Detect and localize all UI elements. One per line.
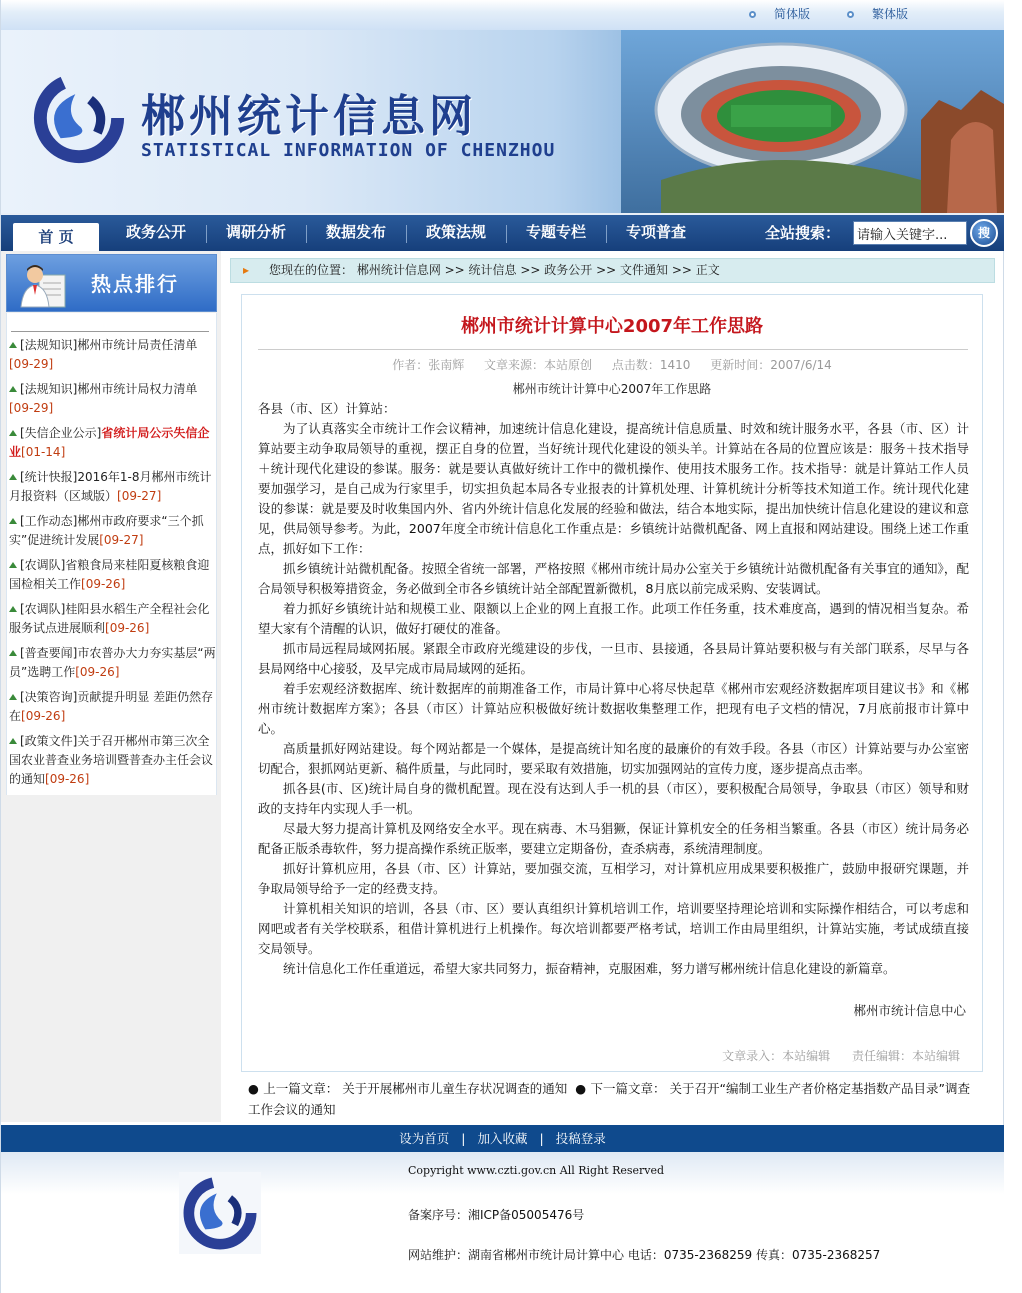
list-item-date: [01-14] <box>21 445 66 459</box>
article-paragraph: 各县（市、区）计算站： <box>258 401 396 416</box>
nav-data-release[interactable]: 数据发布 <box>325 223 386 241</box>
submit-login-link[interactable]: 投稿登录 <box>555 1131 606 1146</box>
list-item-title: [统计快报]2016年1-8月郴州市统计月报资料（区域版） <box>9 470 212 503</box>
list-item[interactable] <box>9 688 216 726</box>
main-nav <box>1 213 1004 251</box>
list-item-date: [09-26] <box>75 665 120 679</box>
bullet-icon: ● <box>575 1081 591 1096</box>
top-bar <box>1 0 1004 30</box>
article-paragraph: 为了认真落实全市统计工作会议精神，加速统计信息化建设，提高统计信息质量、时效和统计服务水平，各县（市、区）计算站要主动争取局领导的重视，摆正自身的位置，当好统计现代化建设的领头羊。计算站在各局的位置应该是：服务＋技术指导＋统计现代化建设的参谋。服务：就是要认真做好统计工作中的微机操作、使用技术服务工作。技术指导：就是计算站工作人员要加强学习，是自己成为行家里手，切实担负起本局各专业报表的计算机处理、计算机统计分析等技术知道工作。统计现代化建设的参谋：就是要及时收集国内外、省内外统计信息化发展的经验和做法，结合本地实际，提出加快统计信息化建设的建议和意见，供局领导参考。为此，2007年度全市统计信息化工作重点是：乡镇统计站微机配备、网上直报和网站建设。围绕上述工作重点，抓好如下工作： <box>258 421 969 556</box>
list-item[interactable] <box>9 556 216 594</box>
maintenance-info: 网站维护：湖南省郴州市统计局计算中心 电话：0735-2368259 传真：0735-2368257 <box>408 1248 881 1262</box>
bullet-icon: ● <box>248 1081 264 1096</box>
list-item-date: [09-26] <box>81 577 126 591</box>
article-paragraph: 抓市局远程局域网拓展。紧跟全市政府光缆建设的步伐，一旦市、县接通，各县局计算站要积极与有关部门联系，尽早与各县局网络中心接驳，及早完成市局局域网的延拓。 <box>258 641 969 676</box>
bullet-icon <box>749 11 756 18</box>
list-item-date: [09-26] <box>105 621 150 635</box>
page-margin <box>1004 0 1022 1293</box>
article-paragraph: 尽最大努力提高计算机及网络安全水平。现在病毒、木马猖獗，保证计算机安全的任务相当繁重。各县（市区）统计局务必配备正版杀毒软件，努力提高操作系统正版率，要建立定期备份，查杀病毒，系统清理制度。 <box>258 821 969 856</box>
list-item-date: [09-26] <box>45 772 90 786</box>
next-label: 下一篇文章： <box>590 1081 666 1096</box>
article-body <box>258 399 969 979</box>
nav-home[interactable]: 首 页 <box>13 223 99 251</box>
list-item-date: [09-26] <box>21 709 66 723</box>
nav-government-affairs[interactable]: 政务公开 <box>125 223 186 241</box>
nav-policy[interactable]: 政策法规 <box>425 223 486 241</box>
list-item-title: [农调队]桂阳县水稻生产全程社会化服务试点进展顺利 <box>9 602 210 635</box>
article-paragraph: 着力抓好乡镇统计站和规模工业、限额以上企业的网上直报工作。此项工作任务重，技术难度高，遇到的情况相当复杂。希望大家有个清醒的认识，做好打硬仗的准备。 <box>258 601 969 636</box>
article-paragraph: 统计信息化工作任重道远，希望大家共同努力，振奋精神，克服困难，努力谱写郴州统计信息化建设的新篇章。 <box>283 961 896 976</box>
bullet-icon <box>847 11 854 18</box>
list-item-title: [法规知识]郴州市统计局权力清单 <box>20 382 198 396</box>
list-item[interactable] <box>9 424 216 462</box>
hot-ranking-header <box>6 254 217 312</box>
triangle-bullet-icon <box>9 606 17 612</box>
article-paragraph: 计算机相关知识的培训，各县（市、区）要认真组织计算机培训工作，培训要坚持理论培训和实际操作相结合，可以考虑和网吧或者有关学校联系，租借计算机进行上机操作。每次培训都要严格考试，培训工作由局里组织，计算站实施，考试成绩直接交局领导。 <box>258 901 969 956</box>
list-item-highlight: 省统计局公示失信企业 <box>9 426 210 459</box>
triangle-bullet-icon <box>9 430 17 436</box>
list-item-title: [工作动态]郴州市政府要求“三个抓实”促进统计发展 <box>9 514 204 547</box>
search-label: 全站搜索： <box>765 224 841 242</box>
triangle-bullet-icon <box>9 562 17 568</box>
article-footer <box>704 1047 960 1064</box>
site-subtitle: STATISTICAL INFORMATION OF CHENZHOU <box>141 140 556 161</box>
article-paragraph: 抓乡镇统计站微机配备。按照全省统一部署，严格按照《郴州市统计局办公室关于乡镇统计站微机配备有关事宜的通知》，配合局领导积极筹措资金，务必做到全市各乡镇统计站全部配置新微机，8月底以前完成采购、安装调试。 <box>258 561 969 596</box>
hot-ranking-title: 热点排行 <box>91 272 179 296</box>
article-paragraph: 抓各县(市、区)统计局自身的微机配置。现在没有达到人手一机的县（市区），要积极配合局领导，争取县（市区）领导和财政的支持年内实现人手一机。 <box>258 781 969 816</box>
divider <box>258 349 968 350</box>
nav-special-topics[interactable]: 专题专栏 <box>525 223 586 241</box>
left-sidebar <box>1 251 221 1122</box>
separator: | <box>461 1131 466 1146</box>
set-homepage-link[interactable]: 设为首页 <box>399 1131 450 1146</box>
article-title: 郴州市统计计算中心2007年工作思路 <box>460 316 764 337</box>
article-author: 作者：张南辉 <box>392 358 465 372</box>
triangle-bullet-icon <box>9 518 17 524</box>
lang-traditional-label: 繁体版 <box>872 7 909 21</box>
footer-logo-icon <box>177 1172 263 1254</box>
list-item[interactable] <box>9 380 216 418</box>
stadium-image <box>621 30 1004 213</box>
person-icon <box>19 261 67 309</box>
article-paragraph: 抓好计算机应用，各县（市、区）计算站，要加强交流，互相学习，对计算机应用成果要积极推广，鼓励申报研究课题，并争取局领导给予一定的经费支持。 <box>258 861 969 896</box>
article-hits: 点击数：1410 <box>611 358 691 372</box>
site-logo-icon <box>33 72 125 164</box>
triangle-bullet-icon <box>9 342 17 348</box>
breadcrumb-text[interactable]: 您现在的位置： 郴州统计信息网 >> 统计信息 >> 政务公开 >> 文件通知 >> 正文 <box>269 263 720 277</box>
footer <box>1 1152 1004 1293</box>
breadcrumb <box>230 258 995 283</box>
list-item[interactable] <box>9 732 216 789</box>
separator: | <box>539 1131 544 1146</box>
article-subtitle: 郴州市统计计算中心2007年工作思路 <box>512 382 712 396</box>
triangle-bullet-icon <box>9 650 17 656</box>
list-item[interactable] <box>9 336 216 374</box>
list-item[interactable] <box>9 468 216 506</box>
triangle-bullet-icon <box>9 474 17 480</box>
list-item-date: [09-29] <box>9 357 54 371</box>
triangle-bullet-icon <box>9 386 17 392</box>
article-entry: 文章录入：本站编辑 <box>722 1049 831 1063</box>
prev-label: 上一篇文章： <box>263 1081 339 1096</box>
list-item-title: [失信企业公示] <box>20 426 102 440</box>
prev-article-link[interactable]: 关于开展郴州市儿童生存状况调查的通知 <box>342 1081 568 1096</box>
list-item-date: [09-27] <box>99 533 144 547</box>
article-meta <box>242 356 982 373</box>
lang-traditional-link[interactable] <box>847 5 908 22</box>
triangle-bullet-icon <box>9 738 17 744</box>
lang-simplified-link[interactable] <box>749 5 810 22</box>
search-button[interactable]: 搜 <box>970 219 998 247</box>
site-title: 郴州统计信息网 <box>141 91 477 142</box>
icp-number: 备案序号：湘ICP备05005476号 <box>408 1208 585 1222</box>
article-source: 文章来源：本站原创 <box>484 358 593 372</box>
lang-simplified-label: 简体版 <box>774 7 811 21</box>
nav-research[interactable]: 调研分析 <box>225 223 286 241</box>
article-paragraph: 着手宏观经济数据库、统计数据库的前期准备工作，市局计算中心将尽快起草《郴州市宏观经济数据库项目建议书》和《郴州市统计数据库方案》；各县（市区）计算站应积极做好统计数据收集整理工作，把现有电子文档的情况，7月底前报市计算中心。 <box>258 681 969 736</box>
list-item[interactable] <box>9 512 216 550</box>
article-date: 更新时间：2007/6/14 <box>710 358 832 372</box>
article-signature: 郴州市统计信息中心 <box>853 1003 966 1018</box>
next-article-link[interactable]: 关于召开“编制工业生产者价格定基指数产品目录”调查工作会议的通知 <box>248 1081 970 1117</box>
article-paragraph: 高质量抓好网站建设。每个网站都是一个媒体，是提高统计知名度的最廉价的有效手段。各县（市区）计算站要与办公室密切配合，狠抓网站更新、稿件质量，与此同时，要采取有效措施，切实加强网站的宣传力度，逐步提高点击率。 <box>258 741 969 776</box>
list-item[interactable] <box>9 600 216 638</box>
nav-census[interactable]: 专项普查 <box>625 223 686 241</box>
divider <box>11 331 209 332</box>
list-item-title: [普查要闻]市农普办大力夯实基层“两员”选聘工作 <box>9 646 216 679</box>
hot-ranking-list <box>6 313 217 795</box>
list-item-title: [农调队]省粮食局来桂阳夏核粮食迎国检相关工作 <box>9 558 210 591</box>
list-item-title: [法规知识]郴州市统计局责任清单 <box>20 338 198 352</box>
add-favorite-link[interactable]: 加入收藏 <box>477 1131 528 1146</box>
copyright: Copyright www.czti.gov.cn All Right Reserved <box>408 1164 665 1177</box>
list-item-date: [09-27] <box>117 489 162 503</box>
list-item-title: [政策文件]关于召开郴州市第三次全国农业普查业务培训暨普查办主任会议的通知 <box>9 734 214 786</box>
article-editor: 责任编辑：本站编辑 <box>851 1049 960 1063</box>
list-item[interactable] <box>9 644 216 682</box>
article-panel <box>241 294 983 1072</box>
search-input[interactable] <box>853 221 967 245</box>
list-item-date: [09-29] <box>9 401 54 415</box>
arrow-icon: ▸ <box>243 263 250 277</box>
prev-next-links <box>248 1078 980 1120</box>
list-item-title: [决策咨询]贡献提升明显 差距仍然存在 <box>9 690 214 723</box>
triangle-bullet-icon <box>9 694 17 700</box>
banner <box>1 30 1004 213</box>
footer-links <box>1 1125 1004 1152</box>
